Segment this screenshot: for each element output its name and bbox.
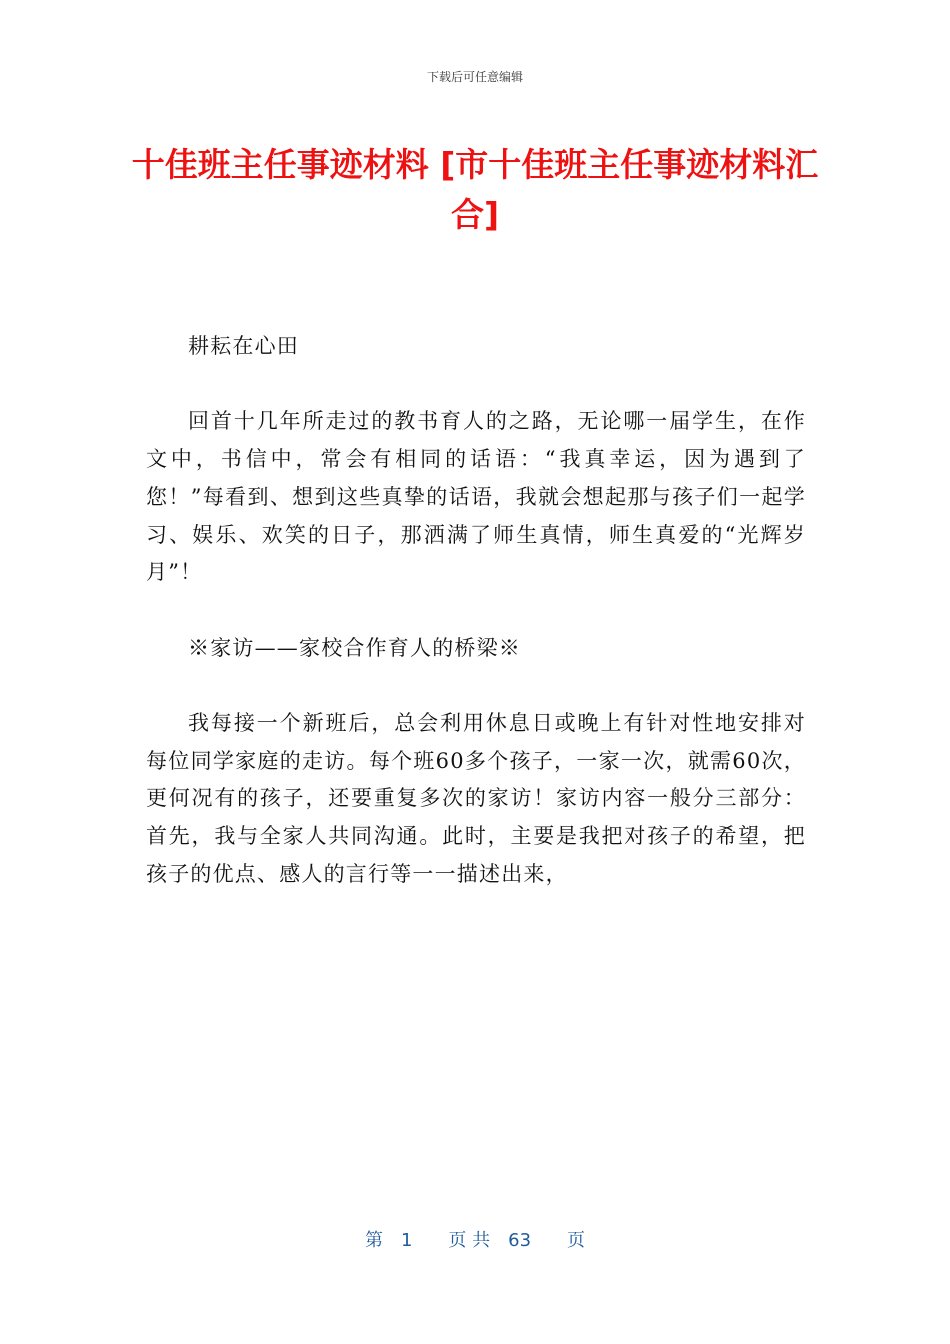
body-paragraph: 我每接一个新班后，总会利用休息日或晚上有针对性地安排对每位同学家庭的走访。每个班60多个孩子，一家一次，就需60次，更何况有的孩子，还要重复多次的家访！家访内容一般分三部分：首先，我与全家人共同沟通。此时，主要是我把对孩子的希望，把孩子的优点、感人的言行等一一描述出来， [146,710,806,886]
section-heading-paragraph: ※家访——家校合作育人的桥梁※ [188,635,521,660]
document-body [146,328,806,931]
page-number-footer: 第 1 页 共 63 页 [364,1230,586,1251]
body-paragraph: 回首十几年所走过的教书育人的之路，无论哪一届学生，在作文中，书信中，常会有相同的话语：“我真幸运，因为遇到了您！”每看到、想到这些真挚的话语，我就会想起那与孩子们一起学习、娱乐、欢笑的日子，那洒满了师生真情，师生真爱的“光辉岁月”！ [146,409,806,585]
header-note: 下载后可任意编辑 [426,70,523,84]
section-heading-paragraph: 耕耘在心田 [188,334,299,358]
document-title: 十佳班主任事迹材料 [市十佳班主任事迹材料汇合] [131,145,819,234]
